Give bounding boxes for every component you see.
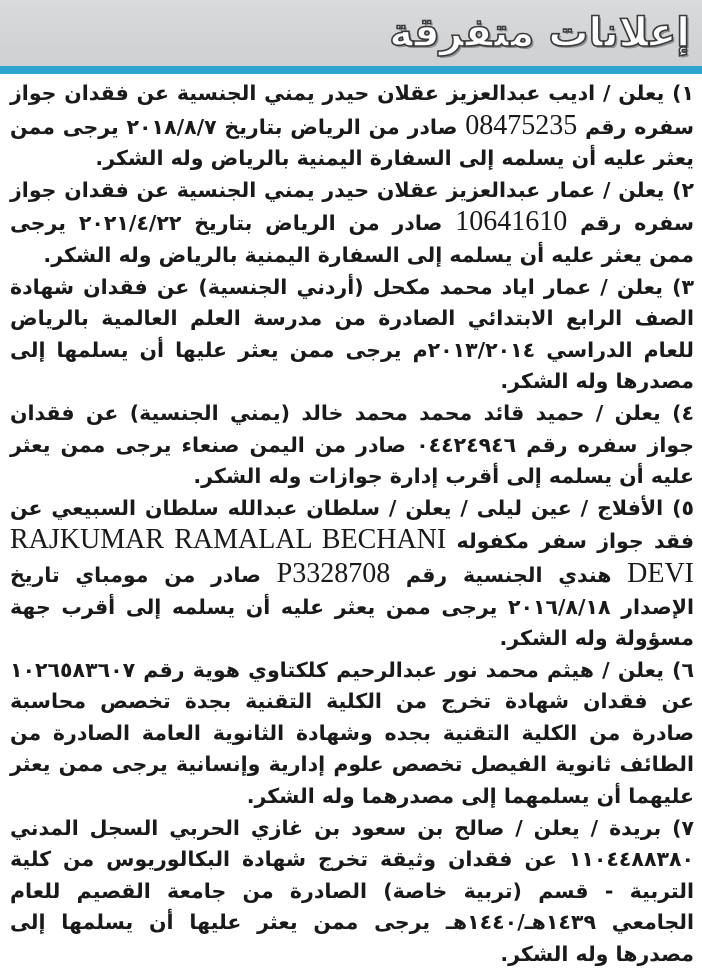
page-title: إعلانات متفرقة: [389, 10, 690, 56]
announcement-text-continued: صادر من الرياض بتاريخ ٢٠٢١/٤/٢٢ يرجى ممن يعثر عليه أن يسلمه إلى السفارة اليمنية بالرياض وله الشكر.: [10, 211, 694, 267]
announcement-number: ٤): [672, 400, 694, 425]
announcement-text: يعلن / عمار اياد محمد مكحل (أردني الجنسية) عن فقدان شهادة الصف الرابع الابتدائي الصادرة من مدرسة العلم العالمية بالرياض للعام الدراسي ٢٠١٣/٢٠١٤م يرجى ممن يعثر عليها أن يسلمها إلى مصدرها وله الشكر.: [10, 274, 694, 394]
announcement-text: يعلن / عمار عبدالعزيز عقلان حيدر يمني الجنسية عن فقدان جواز سفره رقم: [10, 177, 695, 236]
announcement-3: [10, 272, 694, 398]
passport-number: 08475235: [465, 109, 578, 141]
announcement-6: [10, 655, 694, 813]
announcement-text: الأفلاج / عين ليلى / يعلن / سلطان عبدالله سلطان السبيعي عن فقد جواز سفر مكفوله: [10, 495, 694, 554]
announcement-number: ٢): [672, 177, 694, 202]
announcement-5: [10, 493, 694, 655]
sponsored-person-name: RAJKUMAR RAMALAL BECHANI DEVI: [10, 524, 695, 589]
announcement-7: [10, 813, 694, 971]
announcement-number: ٥): [672, 495, 695, 520]
announcement-text: يعلن / حميد قائد محمد محمد خالد (يمني الجنسية) عن فقدان جواز سفره رقم ٠٤٤٢٤٩٤٦ صادر من اليمن صنعاء يرجى ممن يعثر عليه أن يسلمه إلى أقرب إدارة جوازات وله الشكر.: [10, 400, 694, 489]
announcement-2: [10, 175, 694, 272]
announcement-4: [10, 398, 694, 493]
announcement-text-continued: صادر من الرياض بتاريخ ٢٠١٨/٨/٧ يرجى ممن يعثر عليه أن يسلمه إلى السفارة اليمنية بالرياض وله الشكر.: [10, 114, 694, 171]
announcement-text: يعلن / اديب عبدالعزيز عقلان حيدر يمني الجنسية عن فقدان جواز سفره رقم: [10, 81, 694, 139]
announcement-number: ٦): [672, 657, 695, 682]
announcement-1: [10, 78, 694, 175]
announcement-text: يعلن / هيثم محمد نور عبدالرحيم كلكتاوي هوية رقم ١٠٢٦٥٨٣٦٠٧ عن فقدان شهادة تخرج من الكلية التقنية بجدة تخصص محاسبة صادرة من الكلية التقنية بجده وشهادة الثانوية العامة الصادرة من الطائف ثانوية الفيصل تخصص علوم إدارية وإنسانية يرجى ممن يعثر عليهما أن يسلمهما إلى مصدرهما وله الشكر.: [10, 657, 694, 809]
announcement-text: بريدة / يعلن / صالح بن سعود بن غازي الحربي السجل المدني ١١٠٤٤٨٨٣٨٠ عن فقدان وثيقة تخرج شهادة البكالوريوس من كلية التربية - قسم (تربية خاصة) الصادرة من جامعة القصيم للعام الجامعي ١٤٣٩هـ/١٤٤٠هـ يرجى ممن يعثر عليها أن يسلمها إلى مصدرها وله الشكر.: [10, 815, 694, 967]
announcement-number: ٧): [672, 815, 694, 840]
announcement-number: ١): [672, 81, 694, 105]
announcement-text-middle: هندي الجنسية رقم: [390, 562, 628, 587]
announcement-number: ٣): [672, 274, 694, 299]
passport-number: P3328708: [276, 557, 391, 589]
passport-number: 10641610: [455, 206, 568, 238]
announcements-list: [10, 78, 694, 971]
announcement-text-continued: صادر من مومباي تاريخ الإصدار ٢٠١٦/٨/١٨ يرجى ممن يعثر عليه أن يسلمه إلى أقرب جهة مسؤولة وله الشكر.: [10, 562, 694, 651]
page-header: [0, 0, 702, 66]
header-divider-bar: [0, 66, 702, 74]
